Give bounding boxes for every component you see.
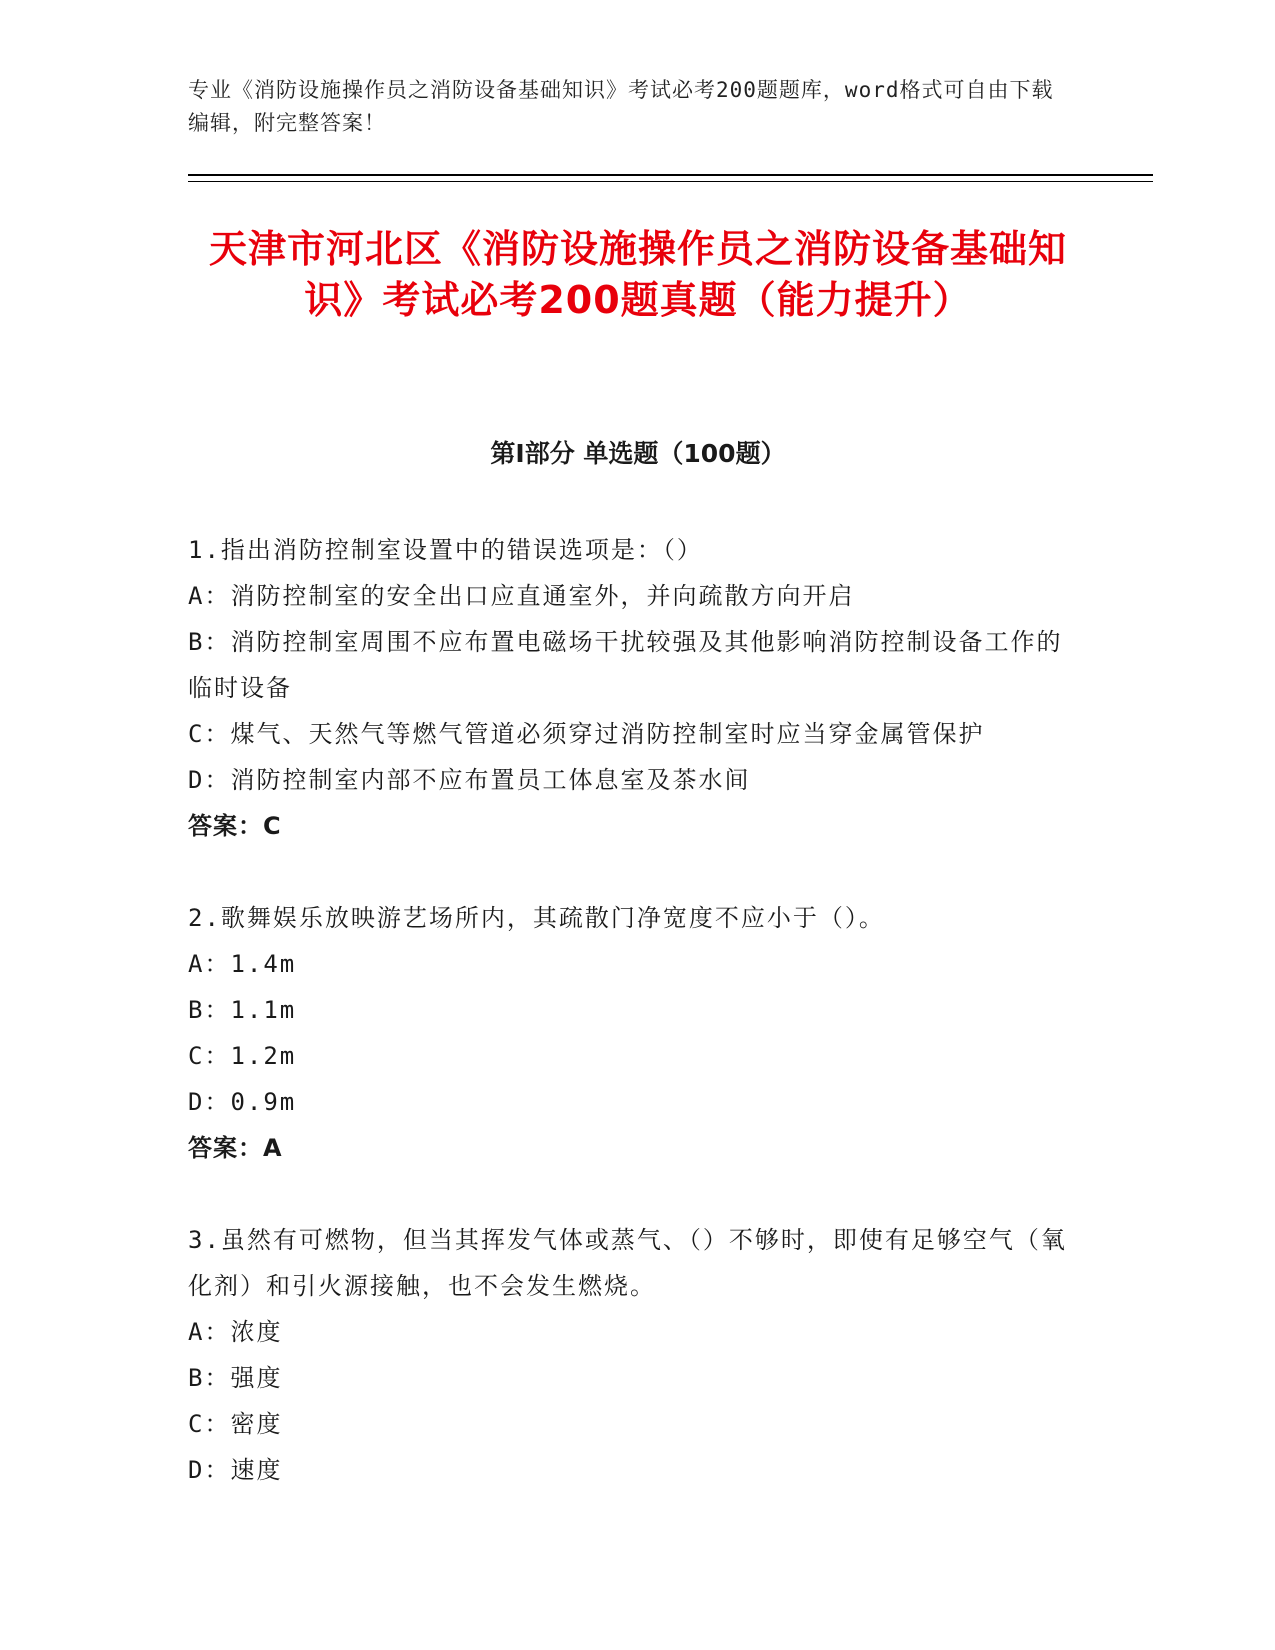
section-heading: 第I部分 单选题（100题） (490, 439, 786, 468)
question-item (188, 1217, 1088, 1493)
question-list (188, 527, 1088, 1539)
header-divider-thin (188, 181, 1153, 182)
option-d: D：0.9m (188, 1088, 297, 1116)
document-title: 天津市河北区《消防设施操作员之消防设备基础知识》考试必考200题真题（能力提升） (208, 227, 1067, 322)
option-a: A：1.4m (188, 950, 297, 978)
option-a: A：浓度 (188, 1318, 283, 1346)
question-stem: 1.指出消防控制室设置中的错误选项是：（） (188, 536, 703, 564)
option-c: C：煤气、天然气等燃气管道必须穿过消防控制室时应当穿金属管保护 (188, 720, 985, 748)
question-item (188, 527, 1088, 849)
option-a: A：消防控制室的安全出口应直通室外，并向疏散方向开启 (188, 582, 855, 610)
header-note: 专业《消防设施操作员之消防设备基础知识》考试必考200题题库，word格式可自由下载编辑，附完整答案！ (188, 78, 1054, 135)
answer-line: 答案：C (188, 812, 282, 840)
question-stem: 2.歌舞娱乐放映游艺场所内，其疏散门净宽度不应小于（）。 (188, 904, 885, 932)
header-divider-thick (188, 174, 1153, 176)
option-c: C：1.2m (188, 1042, 297, 1070)
option-b: B：强度 (188, 1364, 283, 1392)
option-d: D：速度 (188, 1456, 283, 1484)
question-stem: 3.虽然有可燃物，但当其挥发气体或蒸气、（）不够时，即使有足够空气（氧化剂）和引火源接触，也不会发生燃烧。 (188, 1226, 1067, 1300)
answer-line: 答案：A (188, 1134, 283, 1162)
option-c: C：密度 (188, 1410, 283, 1438)
option-b: B：1.1m (188, 996, 297, 1024)
question-item (188, 895, 1088, 1171)
option-d: D：消防控制室内部不应布置员工体息室及茶水间 (188, 766, 751, 794)
option-b: B：消防控制室周围不应布置电磁场干扰较强及其他影响消防控制设备工作的临时设备 (188, 628, 1063, 702)
